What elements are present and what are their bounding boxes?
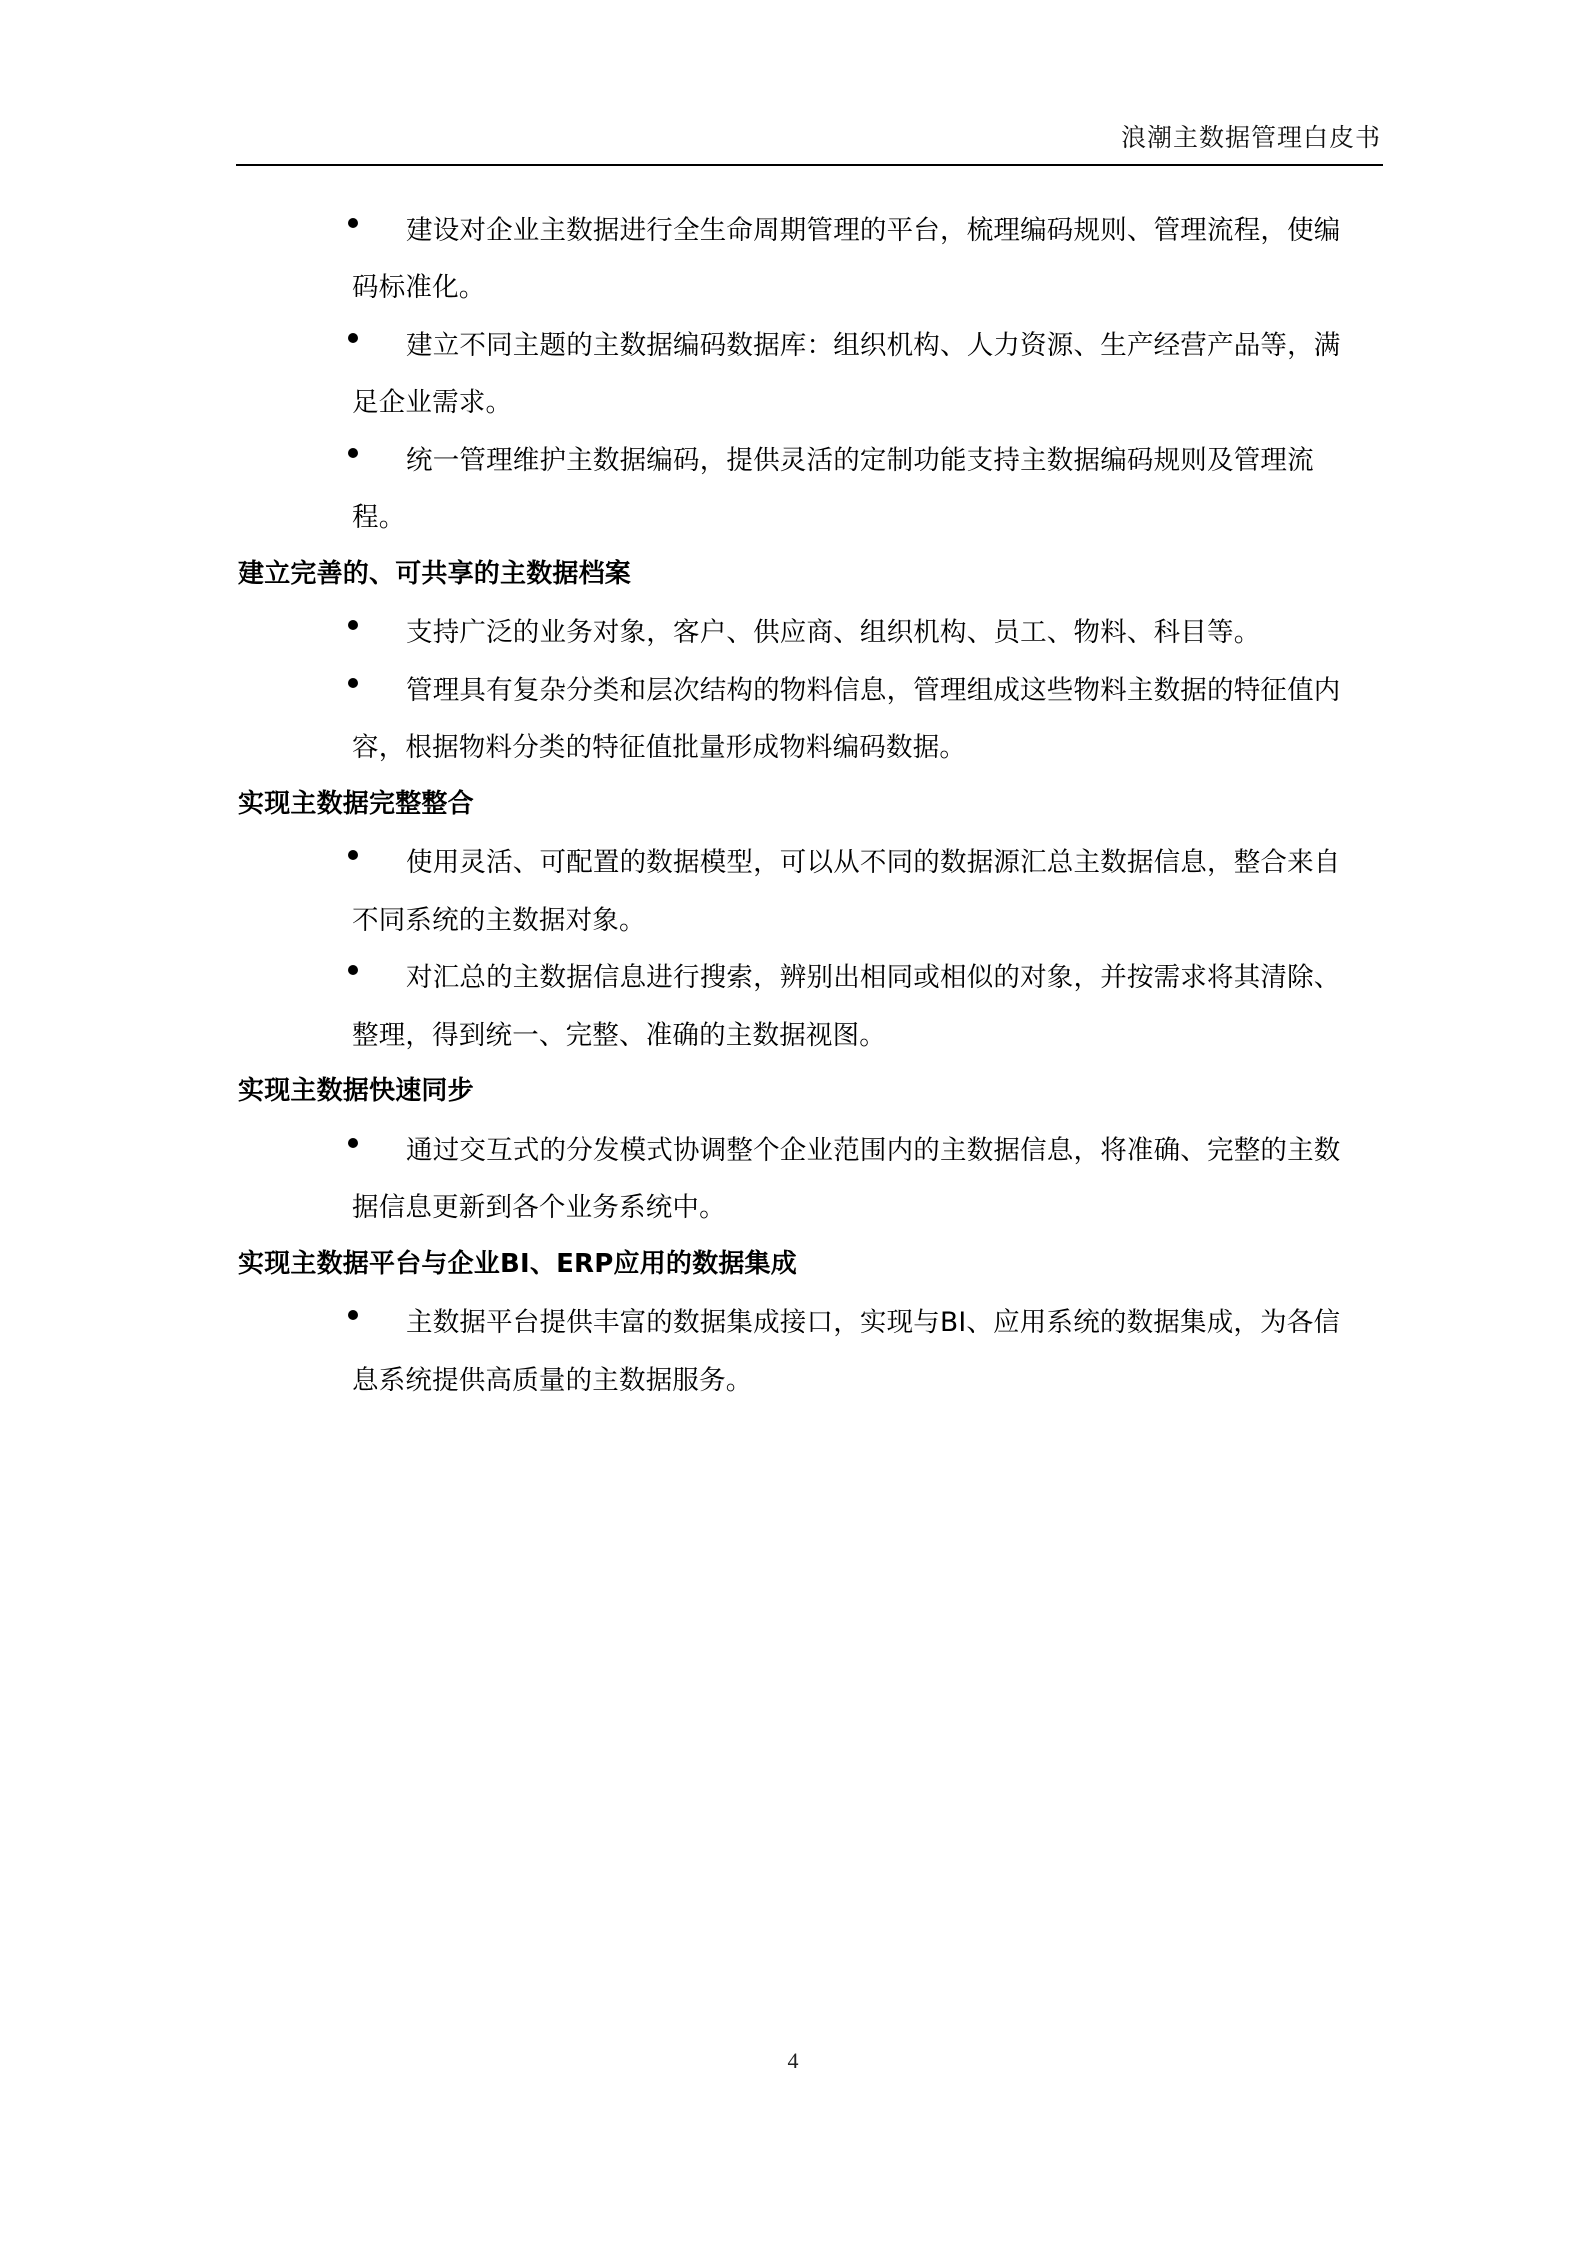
list-item-continuation: 码标准化。: [352, 272, 486, 303]
section-heading: 实现主数据平台与企业BI、ERP应用的数据集成: [238, 1249, 797, 1279]
bullet-icon: [348, 218, 358, 228]
bullet-icon: [348, 965, 358, 975]
page-number: 4: [787, 2048, 799, 2073]
bullet-icon: [348, 850, 358, 860]
list-item-continuation: 容，根据物料分类的特征值批量形成物料编码数据。: [352, 732, 967, 763]
list-item-continuation: 整理，得到统一、完整、准确的主数据视图。: [352, 1020, 886, 1051]
document-title: 浪潮主数据管理白皮书: [1120, 123, 1381, 152]
list-item-continuation: 足企业需求。: [352, 387, 513, 418]
list-item-continuation: 程。: [352, 502, 406, 533]
bullet-icon: [348, 333, 358, 343]
header-divider: [236, 164, 1383, 166]
list-item-continuation: 息系统提供高质量的主数据服务。: [352, 1365, 753, 1396]
section-heading: 实现主数据快速同步: [238, 1076, 474, 1106]
bullet-icon: [348, 1138, 358, 1148]
list-item-continuation: 据信息更新到各个业务系统中。: [352, 1192, 726, 1223]
section-heading: 建立完善的、可共享的主数据档案: [238, 559, 632, 589]
bullet-icon: [348, 678, 358, 688]
section-heading: 实现主数据完整整合: [238, 789, 474, 819]
bullet-icon: [348, 448, 358, 458]
bullet-icon: [348, 620, 358, 630]
list-item-continuation: 不同系统的主数据对象。: [352, 905, 646, 936]
bullet-icon: [348, 1310, 358, 1320]
